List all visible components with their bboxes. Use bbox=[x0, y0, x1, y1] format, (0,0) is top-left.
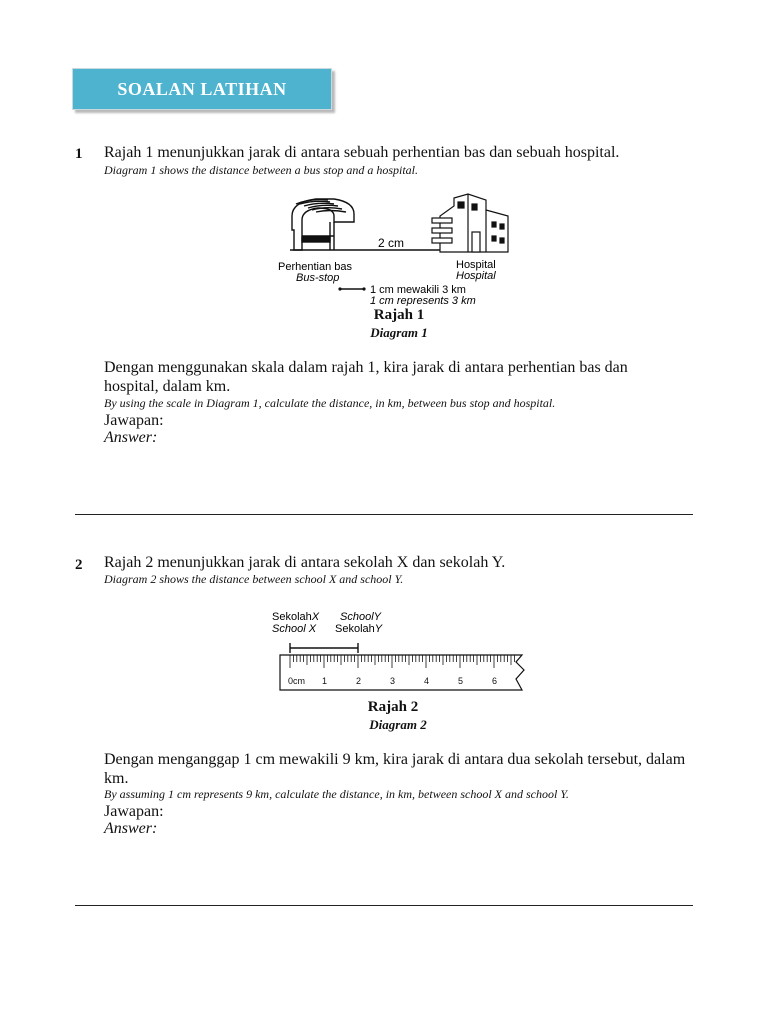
question-1-intro-en: Diagram 1 shows the distance between a bus stop and a hospital. bbox=[104, 163, 418, 177]
ruler-tick-label: 0cm bbox=[288, 676, 306, 686]
bus-stop-label-en: Bus-stop bbox=[296, 272, 340, 284]
ruler-tick-label: 1 bbox=[322, 676, 328, 686]
school-x-label-en: School X bbox=[272, 623, 317, 635]
ruler-tick-label: 6 bbox=[492, 676, 498, 686]
school-x-label-ms: Sekolah bbox=[272, 611, 312, 623]
distance-label: 2 cm bbox=[378, 236, 405, 250]
diagram-2-caption-ms: Rajah 2 bbox=[367, 699, 419, 715]
divider-2 bbox=[75, 905, 693, 906]
diagram-1-caption-ms: Rajah 1 bbox=[373, 307, 425, 323]
question-2-task-ms: Dengan menganggap 1 cm mewakili 9 km, kira jarak di antara dua sekolah tersebut, dalam km. bbox=[104, 751, 686, 787]
svg-text:SchoolY bbox=[340, 611, 382, 623]
page-title bbox=[72, 68, 332, 110]
svg-text:SekolahY bbox=[335, 623, 383, 635]
hospital-icon bbox=[432, 194, 508, 252]
diagram-2-figure bbox=[270, 604, 532, 696]
question-1-intro-ms: Rajah 1 menunjukkan jarak di antara sebuah perhentian bas dan sebuah hospital. bbox=[104, 144, 620, 161]
scale-label-en: 1 cm represents 3 km bbox=[370, 295, 476, 306]
diagram-1-figure bbox=[272, 192, 532, 306]
school-y-label-en: School bbox=[340, 611, 374, 623]
school-distance-bar bbox=[290, 643, 358, 653]
school-y-ms-var: Y bbox=[374, 623, 383, 635]
question-2-intro-en: Diagram 2 shows the distance between school X and school Y. bbox=[104, 572, 404, 586]
ruler-tick-label: 5 bbox=[458, 676, 464, 686]
scale-label-ms: 1 cm mewakili 3 km bbox=[370, 284, 466, 296]
ruler-tick-label: 3 bbox=[390, 676, 396, 686]
diagram-1-caption-en: Diagram 1 bbox=[370, 325, 428, 340]
question-2-answer-ms: Jawapan: bbox=[104, 803, 164, 820]
svg-text:SekolahX bbox=[272, 611, 320, 623]
ruler-tick-label: 2 bbox=[356, 676, 362, 686]
hospital-label-ms: Hospital bbox=[456, 259, 496, 271]
hospital-label-en: Hospital bbox=[456, 270, 496, 282]
divider-1 bbox=[75, 514, 693, 515]
school-y-var: Y bbox=[373, 611, 381, 623]
question-1-answer-en: Answer: bbox=[104, 429, 158, 446]
question-1-task-ms: Dengan menggunakan skala dalam rajah 1, kira jarak di antara perhentian bas dan hospital, dalam km. bbox=[104, 359, 628, 395]
question-2-task-en: By assuming 1 cm represents 9 km, calculate the distance, in km, between school X and school Y. bbox=[104, 787, 569, 801]
question-1-task-en: By using the scale in Diagram 1, calculate the distance, in km, between bus stop and hospital. bbox=[104, 396, 556, 410]
question-1-number: 1 bbox=[75, 146, 83, 162]
page-title-text: SOALAN LATIHAN bbox=[117, 78, 287, 99]
ruler-tick-label: 4 bbox=[424, 676, 430, 686]
bus-stop-label-ms: Perhentian bas bbox=[278, 261, 352, 273]
bus-stop-icon bbox=[290, 199, 354, 250]
question-2-intro-ms: Rajah 2 menunjukkan jarak di antara sekolah X dan sekolah Y. bbox=[104, 554, 506, 571]
school-y-label-ms: Sekolah bbox=[335, 623, 375, 635]
ruler bbox=[280, 655, 524, 690]
school-x-var: X bbox=[311, 611, 320, 623]
question-1-answer-ms: Jawapan: bbox=[104, 412, 164, 429]
question-2-number: 2 bbox=[75, 557, 83, 573]
question-2-answer-en: Answer: bbox=[104, 820, 158, 837]
diagram-2-caption-en: Diagram 2 bbox=[369, 717, 427, 732]
